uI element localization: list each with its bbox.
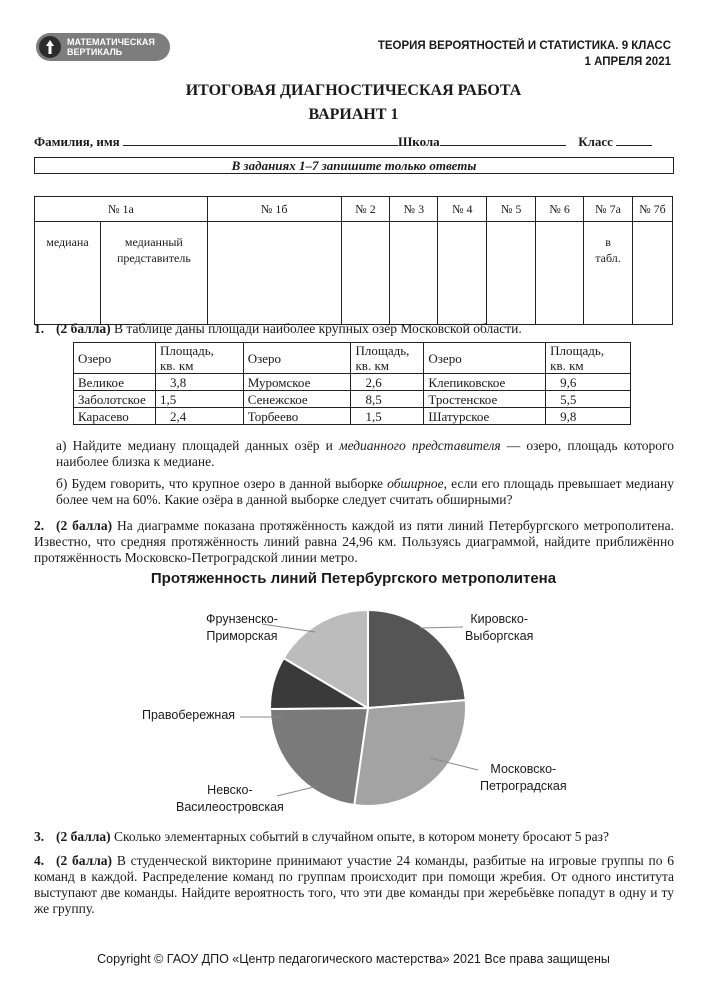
rep-line1: медианный [124,235,183,249]
chart-title: Протяженность линий Петербургского метрополитена [150,570,557,587]
answer-header-7b: № 7б [633,197,673,222]
lake-name: Заболотское [74,391,156,408]
lake-area: 3,8 [155,374,243,391]
lakes-header-lake: Озеро [243,343,351,374]
task-2-points: (2 балла) [56,518,113,533]
task-3-number: 3. [34,829,45,844]
label-pravoberezhnaya [142,707,235,724]
task-4-text: В студенческой викторине принимают участие 24 команды, разбитые на игровые группы по 6 команд в каждой. Распределение команд по группам происходит при помощи жребия. От одного института выступают две команды. Найдите вероятность того, что эти две команды при жеребьёвке попадут в одну и ту же группу. [34,853,674,916]
lake-name: Карасево [74,408,156,425]
lake-area: 9,8 [546,408,631,425]
logo-line1: МАТЕМАТИЧЕСКАЯ [67,37,155,47]
pie-slice-0 [368,610,466,708]
lake-area: 9,6 [546,374,631,391]
area-h2: кв. км [355,358,389,373]
task-3-text: Сколько элементарных событий в случайном опыте, в котором монету бросают 5 раз? [114,829,609,844]
logo-line2: ВЕРТИКАЛЬ [67,47,123,57]
lake-area: 2,4 [155,408,243,425]
answer-header-4: № 4 [438,197,487,222]
label-moskovsko-1: Московско- [490,762,557,776]
pie-leader-1 [420,627,463,628]
lake-area: 5,5 [546,391,631,408]
task-3 [34,829,674,845]
label-frunzensko-2: Приморская [206,629,278,643]
cell-7a-line2: табл. [595,251,621,265]
task-1-points: (2 балла) [56,321,111,336]
lake-name: Шатурское [424,408,546,425]
task-1a-text-end: — озеро, площадь которого наиболее близка к медиане. [56,438,674,469]
label-frunzensko-1: Фрунзенско- [206,612,278,626]
area-h1: Площадь, [355,343,410,358]
task-3-points: (2 балла) [56,829,111,844]
answer-header-1a: № 1а [35,197,208,222]
task-4-number: 4. [34,853,45,868]
task-2-text: На диаграмме показана протяжённость каждой из пяти линий Петербургского метрополитена. Известно, что средняя протяжённость линий равна 24,96 км. Пользуясь диаграммой, найдите приближённо протяжённость Московско-Петроградской линии метро. [34,518,674,565]
lake-area: 1,5 [351,408,424,425]
header-subject: ТЕОРИЯ ВЕРОЯТНОСТЕЙ И СТАТИСТИКА. 9 КЛАСС [377,40,671,52]
task-4 [34,853,674,917]
lake-area: 1,5 [155,391,243,408]
answer-header-5: № 5 [487,197,536,222]
lakes-header-lake: Озеро [424,343,546,374]
header-date: 1 АПРЕЛЯ 2021 [584,56,671,68]
lake-name: Муромское [243,374,351,391]
label-moskovsko-2: Петроградская [480,779,567,793]
label-nevsko [176,782,284,816]
lake-name: Клепиковское [424,374,546,391]
school-label: Школа [397,134,440,149]
rep-line2: представитель [116,251,191,265]
answer-cell-median[interactable]: медиана [35,222,101,325]
label-kirovsko [465,611,533,645]
lake-name: Сенежское [243,391,351,408]
task-1b-term: обширное [387,476,444,491]
task-1-number: 1. [34,321,45,336]
page-title: ИТОГОВАЯ ДИАГНОСТИЧЕСКАЯ РАБОТА [185,82,522,99]
pie-slice-1 [354,700,466,806]
task-1-text: В таблице даны площади наиболее крупных озёр Московской области. [114,321,522,336]
instruction-box: В заданиях 1–7 запишите только ответы [34,157,674,174]
task-1a-term: медианного представителя [338,438,501,453]
answer-header-3: № 3 [390,197,438,222]
area-h2: кв. км [550,358,584,373]
label-pravoberezhnaya-1: Правобережная [142,708,236,722]
task-1b-text-end: , если его площадь превышает медиану более чем на 60%. Какие озёра в данной выборке следует считать обширными? [56,476,674,507]
cell-7a-line1: в [605,235,611,249]
area-h1: Площадь, [159,343,214,358]
answer-header-2: № 2 [341,197,390,222]
label-nevsko-1: Невско- [207,783,253,797]
class-label: Класс [578,134,613,149]
name-label: Фамилия, имя [34,134,120,149]
label-nevsko-2: Василеостровская [176,800,284,814]
label-frunzensko [206,611,278,645]
lakes-header-lake: Озеро [74,343,156,374]
answer-header-6: № 6 [536,197,584,222]
lake-area: 2,6 [351,374,424,391]
label-kirovsko-2: Выборгская [465,629,534,643]
area-h1: Площадь, [550,343,605,358]
answer-header-1b: № 1б [207,197,341,222]
task-2-number: 2. [34,518,45,533]
task-1a-text: а) Найдите медиану площадей данных озёр и [56,438,339,453]
lake-name: Тростенское [424,391,546,408]
variant-title: ВАРИАНТ 1 [308,106,399,123]
lake-name: Великое [74,374,156,391]
lake-name: Торбеево [243,408,351,425]
task-4-points: (2 балла) [56,853,113,868]
label-moskovsko [480,761,567,795]
footer-copyright: Copyright © ГАОУ ДПО «Центр педагогического мастерства» 2021 Все права защищены [97,952,610,966]
answer-header-7a: № 7а [584,197,633,222]
label-kirovsko-1: Кировско- [470,612,529,626]
task-1b-text: б) Будем говорить, что крупное озеро в данной выборке [56,476,388,491]
lake-area: 8,5 [351,391,424,408]
pie-slice-2 [270,708,368,805]
area-h2: кв. км [159,358,194,373]
